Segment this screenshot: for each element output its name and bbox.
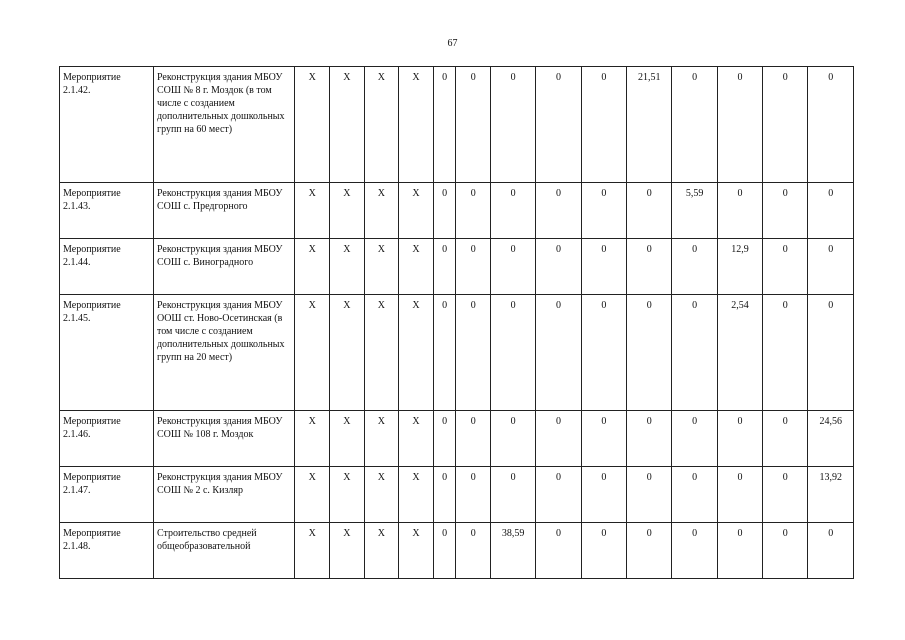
value-cell: 0 — [627, 183, 672, 239]
value-cell: X — [330, 295, 365, 411]
value-cell: X — [364, 239, 399, 295]
value-cell: X — [364, 67, 399, 183]
value-cell: X — [364, 467, 399, 523]
value-cell: X — [364, 295, 399, 411]
activity-id: Мероприятие 2.1.46. — [60, 411, 154, 467]
activity-id: Мероприятие 2.1.45. — [60, 295, 154, 411]
value-cell: 0 — [763, 411, 808, 467]
value-cell: 0 — [763, 239, 808, 295]
value-cell: 0 — [456, 67, 491, 183]
value-cell: 0 — [581, 295, 626, 411]
value-cell: 24,56 — [808, 411, 854, 467]
value-cell: 0 — [627, 467, 672, 523]
value-cell: X — [295, 523, 330, 579]
activity-id: Мероприятие 2.1.42. — [60, 67, 154, 183]
value-cell: 0 — [627, 295, 672, 411]
value-cell: X — [399, 183, 434, 239]
value-cell: X — [295, 467, 330, 523]
value-cell: 0 — [433, 295, 456, 411]
value-cell: 0 — [536, 411, 581, 467]
value-cell: 0 — [627, 411, 672, 467]
value-cell: X — [364, 411, 399, 467]
value-cell: 0 — [433, 183, 456, 239]
table-row — [60, 67, 854, 183]
value-cell: X — [295, 411, 330, 467]
value-cell: 21,51 — [627, 67, 672, 183]
activity-name: Реконструкция здания МБОУ СОШ с. Предгорного — [153, 183, 295, 239]
value-cell: 0 — [808, 183, 854, 239]
table-row — [60, 523, 854, 579]
value-cell: 0 — [456, 295, 491, 411]
value-cell: 0 — [536, 295, 581, 411]
activity-name: Реконструкция здания МБОУ СОШ № 8 г. Моздок (в том числе с созданием дополнительных дошкольных групп на 60 мест) — [153, 67, 295, 183]
value-cell: X — [295, 183, 330, 239]
value-cell: X — [399, 467, 434, 523]
value-cell: 0 — [717, 67, 762, 183]
activity-id: Мероприятие 2.1.43. — [60, 183, 154, 239]
value-cell: 0 — [433, 467, 456, 523]
value-cell: 0 — [717, 183, 762, 239]
value-cell: 0 — [672, 295, 717, 411]
value-cell: X — [295, 67, 330, 183]
value-cell: 0 — [536, 523, 581, 579]
value-cell: 0 — [456, 467, 491, 523]
table-row — [60, 295, 854, 411]
value-cell: 0 — [490, 295, 535, 411]
value-cell: 0 — [456, 523, 491, 579]
value-cell: 0 — [456, 411, 491, 467]
value-cell: 12,9 — [717, 239, 762, 295]
value-cell: 0 — [433, 67, 456, 183]
value-cell: 0 — [536, 183, 581, 239]
value-cell: 0 — [717, 411, 762, 467]
value-cell: 38,59 — [490, 523, 535, 579]
value-cell: 0 — [763, 523, 808, 579]
value-cell: 0 — [433, 411, 456, 467]
value-cell: X — [330, 523, 365, 579]
value-cell: 0 — [672, 467, 717, 523]
activity-id: Мероприятие 2.1.47. — [60, 467, 154, 523]
value-cell: 2,54 — [717, 295, 762, 411]
value-cell: X — [330, 239, 365, 295]
value-cell: 0 — [581, 467, 626, 523]
value-cell: 0 — [536, 467, 581, 523]
value-cell: 0 — [490, 411, 535, 467]
value-cell: 0 — [763, 183, 808, 239]
value-cell: 0 — [581, 239, 626, 295]
value-cell: 0 — [763, 295, 808, 411]
value-cell: 0 — [536, 239, 581, 295]
activity-name: Реконструкция здания МБОУ ООШ ст. Ново-Осетинская (в том числе с созданием дополнительных дошкольных групп на 20 мест) — [153, 295, 295, 411]
value-cell: 0 — [672, 67, 717, 183]
value-cell: 0 — [581, 67, 626, 183]
value-cell: 0 — [717, 523, 762, 579]
value-cell: 0 — [490, 239, 535, 295]
value-cell: 0 — [763, 467, 808, 523]
value-cell: 0 — [456, 183, 491, 239]
value-cell: 0 — [763, 67, 808, 183]
value-cell: X — [364, 183, 399, 239]
value-cell: 0 — [717, 467, 762, 523]
value-cell: 0 — [536, 67, 581, 183]
value-cell: 0 — [490, 467, 535, 523]
value-cell: X — [330, 183, 365, 239]
table-row — [60, 411, 854, 467]
value-cell: 0 — [627, 523, 672, 579]
value-cell: X — [399, 239, 434, 295]
value-cell: X — [399, 67, 434, 183]
table-row — [60, 183, 854, 239]
value-cell: 0 — [490, 183, 535, 239]
value-cell: 0 — [433, 523, 456, 579]
value-cell: X — [330, 411, 365, 467]
activity-name: Реконструкция здания МБОУ СОШ № 108 г. Моздок — [153, 411, 295, 467]
activity-name: Реконструкция здания МБОУ СОШ № 2 с. Кизляр — [153, 467, 295, 523]
value-cell: X — [295, 295, 330, 411]
value-cell: 0 — [808, 295, 854, 411]
activity-name: Реконструкция здания МБОУ СОШ с. Виноградного — [153, 239, 295, 295]
value-cell: 0 — [581, 183, 626, 239]
value-cell: 0 — [672, 523, 717, 579]
value-cell: 0 — [672, 411, 717, 467]
value-cell: 0 — [581, 523, 626, 579]
value-cell: 0 — [808, 523, 854, 579]
value-cell: 0 — [581, 411, 626, 467]
value-cell: X — [399, 411, 434, 467]
activity-id: Мероприятие 2.1.48. — [60, 523, 154, 579]
value-cell: 0 — [808, 239, 854, 295]
value-cell: 0 — [808, 67, 854, 183]
table-row — [60, 467, 854, 523]
value-cell: X — [399, 523, 434, 579]
value-cell: X — [399, 295, 434, 411]
page-number: 67 — [447, 38, 458, 49]
value-cell: 0 — [672, 239, 717, 295]
activities-table — [59, 66, 854, 579]
value-cell: 0 — [490, 67, 535, 183]
value-cell: X — [330, 467, 365, 523]
table-row — [60, 239, 854, 295]
value-cell: X — [295, 239, 330, 295]
value-cell: 0 — [433, 239, 456, 295]
activity-id: Мероприятие 2.1.44. — [60, 239, 154, 295]
value-cell: 0 — [456, 239, 491, 295]
value-cell: X — [330, 67, 365, 183]
value-cell: 0 — [627, 239, 672, 295]
value-cell: 5,59 — [672, 183, 717, 239]
value-cell: X — [364, 523, 399, 579]
value-cell: 13,92 — [808, 467, 854, 523]
activity-name: Строительство средней общеобразовательной — [153, 523, 295, 579]
